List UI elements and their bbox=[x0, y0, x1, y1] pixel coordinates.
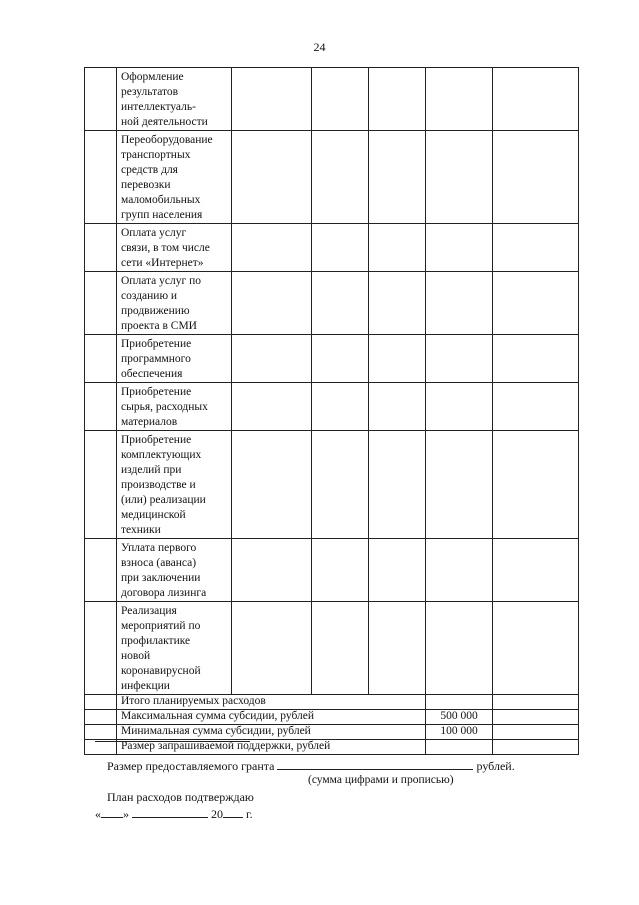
row-number-cell bbox=[85, 602, 117, 695]
amount-cell bbox=[369, 335, 426, 383]
date-year-blank[interactable] bbox=[223, 806, 243, 818]
summary-label: Максимальная сумма субсидии, рублей bbox=[117, 710, 426, 725]
amount-cell bbox=[232, 602, 312, 695]
expense-item-name bbox=[117, 131, 232, 224]
expense-item-line: перевозки bbox=[121, 179, 171, 191]
expense-item-line: созданию и bbox=[121, 290, 178, 302]
table-row bbox=[85, 272, 579, 335]
row-number-cell bbox=[85, 695, 117, 710]
amount-cell bbox=[232, 431, 312, 539]
amount-cell bbox=[369, 431, 426, 539]
expense-item-line: изделий при bbox=[121, 464, 182, 476]
page-number: 24 bbox=[313, 40, 326, 54]
expense-item-line: при заключении bbox=[121, 572, 201, 584]
amount-cell bbox=[232, 224, 312, 272]
expense-item-line: коронавирусной bbox=[121, 665, 201, 677]
expense-item-line: (или) реализации bbox=[121, 494, 206, 506]
row-number-cell bbox=[85, 539, 117, 602]
row-number-cell bbox=[85, 224, 117, 272]
amount-cell bbox=[369, 224, 426, 272]
expense-item-name bbox=[117, 335, 232, 383]
grant-amount-caption: (сумма цифрами и прописью) bbox=[308, 774, 454, 786]
amount-cell bbox=[369, 68, 426, 131]
expense-item-line: Приобретение bbox=[121, 386, 192, 398]
amount-cell bbox=[312, 224, 369, 272]
amount-cell bbox=[369, 272, 426, 335]
amount-cell bbox=[232, 539, 312, 602]
table-row bbox=[85, 539, 579, 602]
row-number-cell bbox=[85, 131, 117, 224]
summary-value: 500 000 bbox=[426, 710, 493, 725]
row-number-cell bbox=[85, 725, 117, 740]
amount-cell bbox=[312, 131, 369, 224]
expense-item-line: сырья, расходных bbox=[121, 401, 208, 413]
expense-item-name bbox=[117, 431, 232, 539]
amount-cell bbox=[493, 383, 579, 431]
expense-item-line: мероприятий по bbox=[121, 620, 201, 632]
date-day-blank[interactable] bbox=[101, 806, 123, 818]
expense-item-line: техники bbox=[121, 524, 161, 536]
grant-amount-label: Размер предоставляемого гранта bbox=[107, 759, 275, 773]
expense-item-line: Оплата услуг bbox=[121, 227, 187, 239]
amount-cell bbox=[493, 335, 579, 383]
expense-item-line: Переоборудование bbox=[121, 134, 213, 146]
row-number-cell bbox=[85, 335, 117, 383]
amount-cell bbox=[312, 602, 369, 695]
amount-cell bbox=[493, 710, 579, 725]
amount-cell bbox=[426, 602, 493, 695]
date-year-prefix: 20 bbox=[211, 807, 223, 821]
summary-value bbox=[426, 695, 493, 710]
expense-item-line: средств для bbox=[121, 164, 178, 176]
expense-item-line: Оплата услуг по bbox=[121, 275, 201, 287]
expense-item-line: новой bbox=[121, 650, 151, 662]
amount-cell bbox=[426, 68, 493, 131]
row-number-cell bbox=[85, 383, 117, 431]
expense-item-line: маломобильных bbox=[121, 194, 201, 206]
row-number-cell bbox=[85, 431, 117, 539]
footnote-separator bbox=[95, 741, 250, 742]
grant-amount-line bbox=[107, 758, 515, 774]
expense-item-line: сети «Интернет» bbox=[121, 257, 204, 269]
expense-item-line: продвижению bbox=[121, 305, 190, 317]
expense-item-line: связи, в том числе bbox=[121, 242, 210, 254]
expense-item-name bbox=[117, 383, 232, 431]
expense-item-name bbox=[117, 68, 232, 131]
expense-item-line: интеллектуаль- bbox=[121, 101, 196, 113]
amount-cell bbox=[312, 68, 369, 131]
expense-item-line: Приобретение bbox=[121, 434, 192, 446]
table-row bbox=[85, 431, 579, 539]
expense-item-name bbox=[117, 224, 232, 272]
amount-cell bbox=[493, 131, 579, 224]
expense-item-line: комплектующих bbox=[121, 449, 202, 461]
table-row bbox=[85, 383, 579, 431]
expense-item-line: производстве и bbox=[121, 479, 196, 491]
row-number-cell bbox=[85, 710, 117, 725]
expense-item-line: обеспечения bbox=[121, 368, 183, 380]
table-row bbox=[85, 131, 579, 224]
amount-cell bbox=[493, 740, 579, 755]
amount-cell bbox=[232, 335, 312, 383]
amount-cell bbox=[369, 602, 426, 695]
confirmation-text: План расходов подтверждаю bbox=[107, 790, 254, 804]
amount-cell bbox=[232, 131, 312, 224]
summary-value bbox=[426, 740, 493, 755]
amount-cell bbox=[426, 335, 493, 383]
expense-item-line: групп населения bbox=[121, 209, 203, 221]
amount-cell bbox=[426, 224, 493, 272]
amount-cell bbox=[493, 224, 579, 272]
amount-cell bbox=[369, 383, 426, 431]
expense-item-line: программного bbox=[121, 353, 191, 365]
expense-item-line: проекта в СМИ bbox=[121, 320, 197, 332]
date-month-blank[interactable] bbox=[132, 806, 208, 818]
expense-item-line: взноса (аванса) bbox=[121, 557, 197, 569]
date-close-quote: » bbox=[123, 807, 129, 821]
amount-cell bbox=[369, 131, 426, 224]
confirmation-date-line bbox=[95, 806, 253, 822]
amount-cell bbox=[232, 383, 312, 431]
expense-item-line: ной деятельности bbox=[121, 116, 208, 128]
table-row bbox=[85, 68, 579, 131]
amount-cell bbox=[493, 68, 579, 131]
table-row bbox=[85, 602, 579, 695]
amount-cell bbox=[312, 272, 369, 335]
expense-item-line: инфекции bbox=[121, 680, 170, 692]
amount-cell bbox=[493, 695, 579, 710]
expense-item-line: транспортных bbox=[121, 149, 191, 161]
expense-item-line: Реализация bbox=[121, 605, 177, 617]
expense-item-line: Приобретение bbox=[121, 338, 192, 350]
amount-cell bbox=[426, 131, 493, 224]
expense-item-name bbox=[117, 272, 232, 335]
amount-cell bbox=[312, 383, 369, 431]
expense-item-name bbox=[117, 602, 232, 695]
amount-cell bbox=[493, 539, 579, 602]
date-open-quote: « bbox=[95, 807, 101, 821]
summary-label: Итого планируемых расходов bbox=[117, 695, 426, 710]
expense-item-line: договора лизинга bbox=[121, 587, 207, 599]
amount-cell bbox=[369, 539, 426, 602]
summary-row bbox=[85, 695, 579, 710]
grant-amount-unit: рублей. bbox=[476, 759, 515, 773]
amount-cell bbox=[426, 272, 493, 335]
summary-row bbox=[85, 710, 579, 725]
expense-item-line: результатов bbox=[121, 86, 179, 98]
summary-label: Размер запрашиваемой поддержки, рублей bbox=[117, 740, 426, 755]
table-row bbox=[85, 335, 579, 383]
amount-cell bbox=[312, 539, 369, 602]
amount-cell bbox=[426, 539, 493, 602]
expense-item-name bbox=[117, 539, 232, 602]
expense-plan-table bbox=[84, 67, 579, 755]
summary-label: Минимальная сумма субсидии, рублей bbox=[117, 725, 426, 740]
table-row bbox=[85, 224, 579, 272]
amount-cell bbox=[232, 68, 312, 131]
amount-cell bbox=[426, 431, 493, 539]
summary-value: 100 000 bbox=[426, 725, 493, 740]
amount-cell bbox=[312, 335, 369, 383]
expense-item-line: Уплата первого bbox=[121, 542, 197, 554]
amount-cell bbox=[493, 725, 579, 740]
amount-cell bbox=[493, 272, 579, 335]
expense-item-line: медицинской bbox=[121, 509, 186, 521]
amount-cell bbox=[426, 383, 493, 431]
date-year-suffix: г. bbox=[246, 807, 253, 821]
grant-amount-blank[interactable] bbox=[277, 758, 473, 770]
amount-cell bbox=[493, 431, 579, 539]
amount-cell bbox=[312, 431, 369, 539]
amount-cell bbox=[493, 602, 579, 695]
expense-item-line: Оформление bbox=[121, 71, 184, 83]
row-number-cell bbox=[85, 272, 117, 335]
amount-cell bbox=[232, 272, 312, 335]
expense-item-line: материалов bbox=[121, 416, 178, 428]
expense-item-line: профилактике bbox=[121, 635, 191, 647]
summary-row bbox=[85, 725, 579, 740]
row-number-cell bbox=[85, 68, 117, 131]
